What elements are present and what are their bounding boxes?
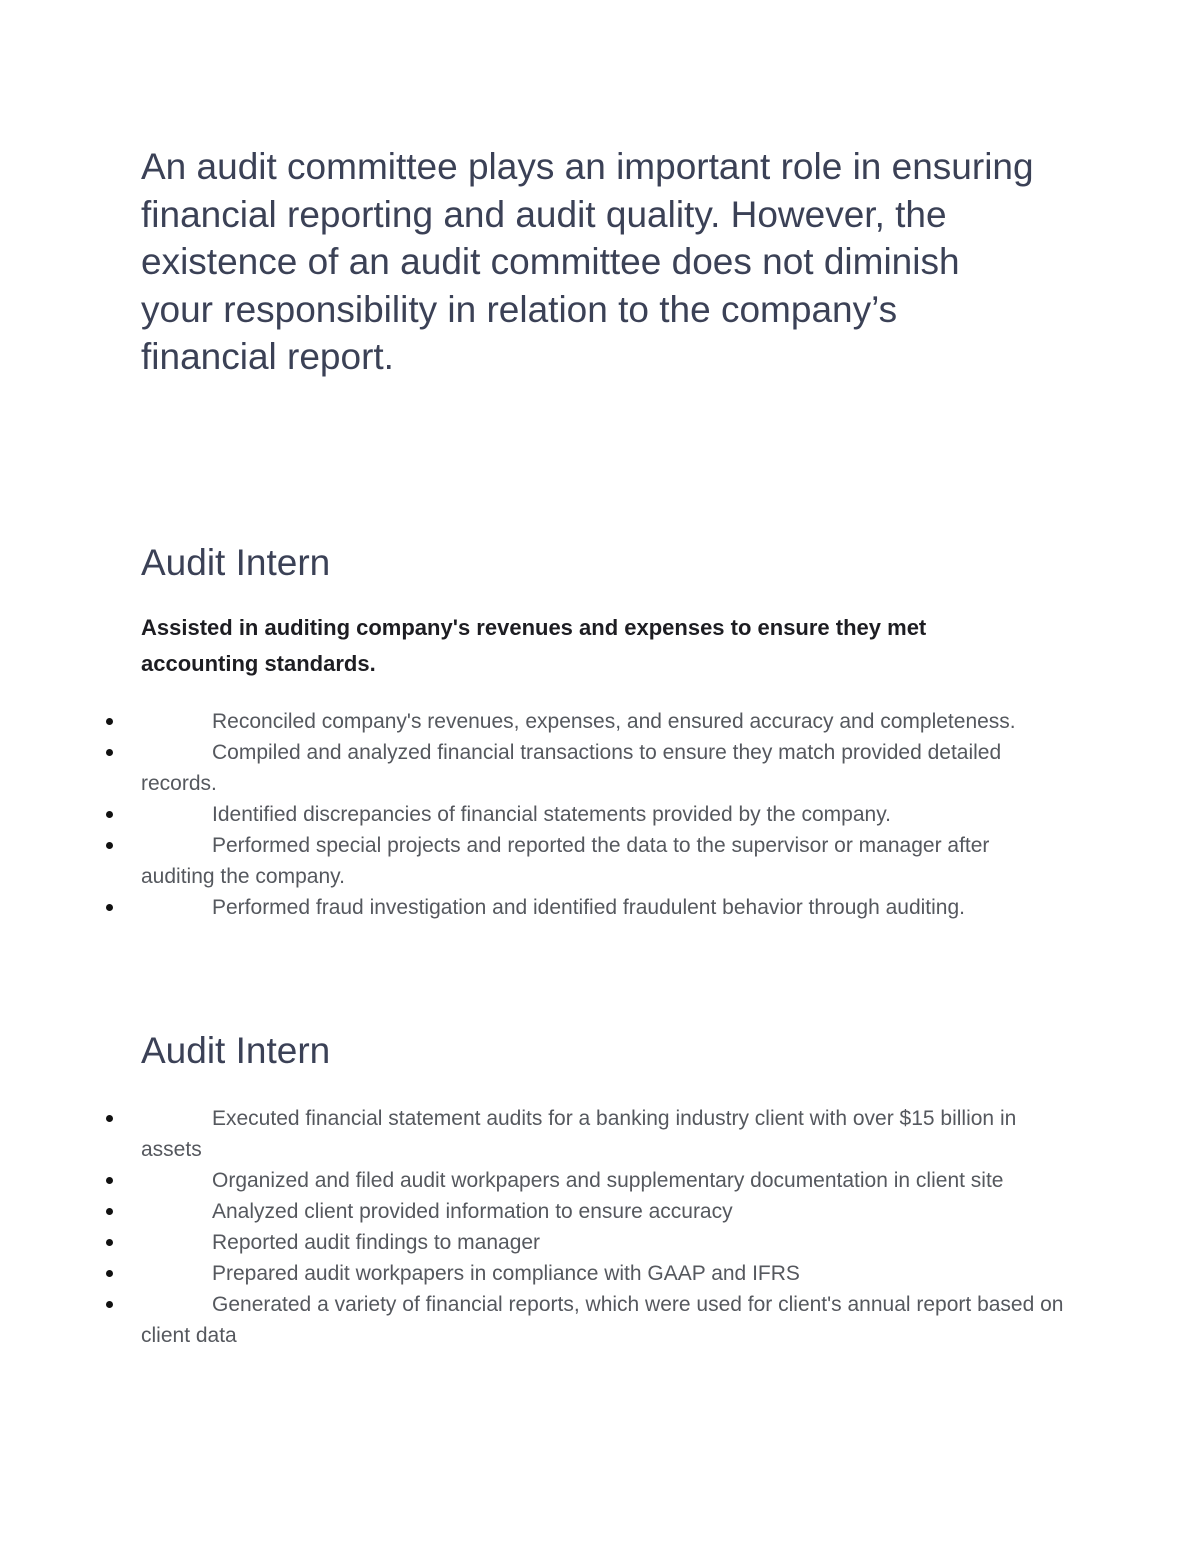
job-title: Audit Intern: [141, 542, 331, 583]
bullet-icon: [106, 842, 113, 849]
bullet-icon: [106, 1301, 113, 1308]
bullet-text: Performed fraud investigation and identified fraudulent behavior through auditing.: [212, 896, 965, 919]
bullet-text: Generated a variety of financial reports, which were used for client's annual report based on client data: [141, 1293, 1064, 1347]
bullet-text: Prepared audit workpapers in compliance with GAAP and IFRS: [212, 1262, 800, 1285]
job1-bullet-list: [141, 706, 1066, 923]
bullet-icon: [106, 904, 113, 911]
bullet-text: Identified discrepancies of financial statements provided by the company.: [212, 803, 891, 826]
job-title: Audit Intern: [141, 1030, 331, 1071]
job2-bullet-list: [141, 1103, 1066, 1351]
bullet-text: Compiled and analyzed financial transactions to ensure they match provided detailed records.: [141, 741, 1002, 795]
bullet-item: [141, 1103, 1066, 1165]
bullet-icon: [106, 1270, 113, 1277]
job-summary: Assisted in auditing company's revenues and expenses to ensure they met accounting standards.: [141, 615, 927, 676]
bullet-icon: [106, 718, 113, 725]
bullet-icon: [106, 1239, 113, 1246]
bullet-item: [141, 830, 1066, 892]
bullet-text: Executed financial statement audits for a banking industry client with over $15 billion in assets: [141, 1107, 1017, 1161]
bullet-icon: [106, 1177, 113, 1184]
bullet-item: [141, 1258, 1066, 1289]
bullet-text: Reported audit findings to manager: [212, 1231, 541, 1254]
bullet-item: [141, 737, 1066, 799]
bullet-item: [141, 1196, 1066, 1227]
bullet-item: [141, 1227, 1066, 1258]
intro-paragraph: An audit committee plays an important role in ensuring financial reporting and audit quality. However, the existence of an audit committee does not diminish your responsibility in relation to the company’s financial report.: [141, 146, 1034, 377]
bullet-item: [141, 1165, 1066, 1196]
bullet-icon: [106, 811, 113, 818]
bullet-icon: [106, 1115, 113, 1122]
bullet-text: Performed special projects and reported the data to the supervisor or manager after auditing the company.: [141, 834, 990, 888]
bullet-item: [141, 892, 1066, 923]
bullet-item: [141, 706, 1066, 737]
bullet-icon: [106, 1208, 113, 1215]
bullet-item: [141, 799, 1066, 830]
bullet-text: Reconciled company's revenues, expenses, and ensured accuracy and completeness.: [212, 710, 1016, 733]
bullet-text: Organized and filed audit workpapers and supplementary documentation in client site: [212, 1169, 1004, 1192]
bullet-icon: [106, 749, 113, 756]
bullet-item: [141, 1289, 1066, 1351]
bullet-text: Analyzed client provided information to ensure accuracy: [212, 1200, 733, 1223]
